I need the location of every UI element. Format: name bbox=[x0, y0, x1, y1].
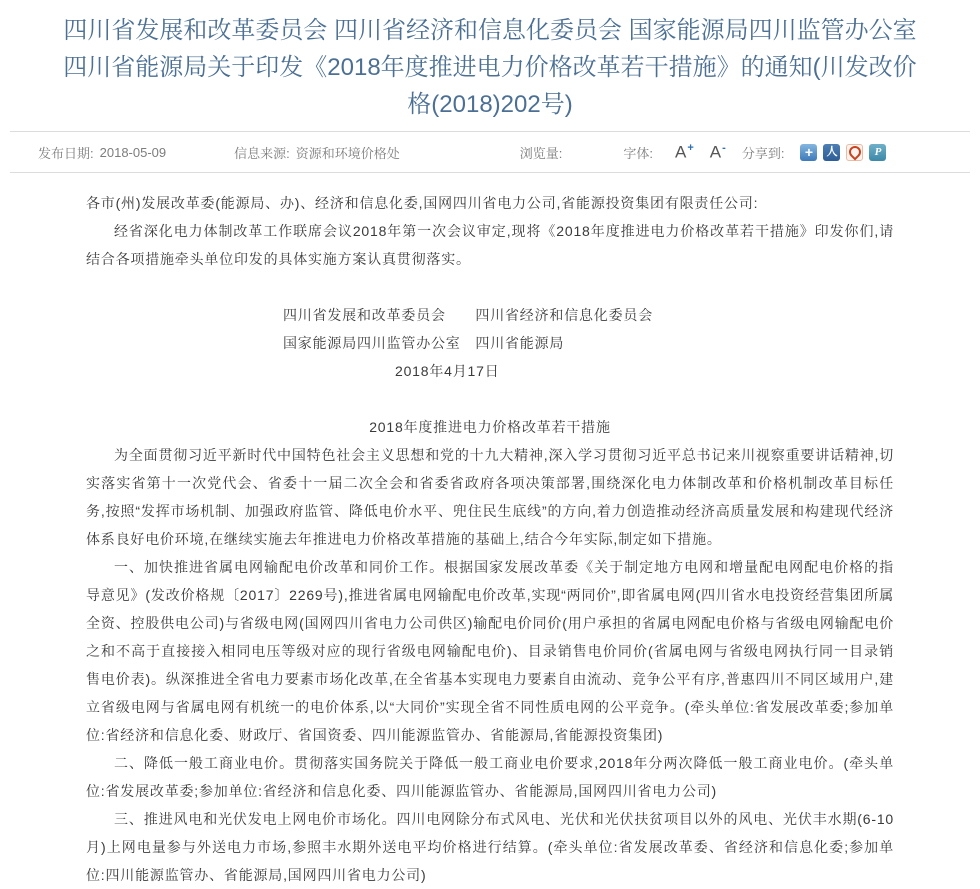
body-paragraph: 为全面贯彻习近平新时代中国特色社会主义思想和党的十九大精神,深入学习贯彻习近平总书记来川视察重要讲话精神,切实落实省第十一次党代会、省委十一届二次全会和省委省政府各项决策部署,围绕深化电力体制改革和价格机制改革目标任务,按照“发挥市场机制、加强政府监管、降低电价水平、兜住民生底线”的方向,着力创造推动经济高质量发展和构建现代经济体系良好电价环境,在继续实施去年推进电力价格改革措施的基础上,结合今年实际,制定如下措施。 bbox=[86, 447, 894, 547]
signature-line: 四川省发展和改革委员会 四川省经济和信息化委员会 bbox=[283, 307, 653, 323]
salutation: 各市(州)发展改革委(能源局、办)、经济和信息化委,国网四川省电力公司,省能源投资集团有限责任公司: bbox=[86, 195, 759, 211]
font-size-controls bbox=[623, 143, 725, 162]
info-source-value: 资源和环境价格处 bbox=[295, 145, 400, 161]
page-title: 四川省发展和改革委员会 四川省经济和信息化委员会 国家能源局四川监管办公室 四川省能源局关于印发《2018年度推进电力价格改革若干措施》的通知(川发改价格(2018)202号) bbox=[63, 17, 917, 118]
sina-weibo-icon[interactable] bbox=[846, 144, 863, 161]
document-body bbox=[86, 173, 894, 889]
info-source-label: 信息来源: bbox=[234, 145, 290, 161]
signature-line: 国家能源局四川监管办公室 四川省能源局 bbox=[283, 335, 565, 351]
info-source bbox=[234, 143, 400, 162]
share-label: 分享到: bbox=[741, 145, 785, 161]
font-size-label: 字体: bbox=[623, 145, 654, 161]
qzone-p-icon[interactable]: P bbox=[869, 144, 886, 161]
view-count-label: 浏览量: bbox=[519, 145, 563, 161]
share-bar bbox=[742, 143, 887, 162]
body-paragraph: 二、降低一般工商业电价。贯彻落实国务院关于降低一般工商业电价要求,2018年分两次降低一般工商业电价。(牵头单位:省发展改革委;参加单位:省经济和信息化委、四川能源监管办、省能源局,国网四川省电力公司) bbox=[86, 755, 894, 799]
attachment-title: 2018年度推进电力价格改革若干措施 bbox=[369, 419, 611, 435]
minus-icon: - bbox=[722, 142, 726, 155]
body-paragraph: 一、加快推进省属电网输配电价改革和同价工作。根据国家发展改革委《关于制定地方电网和增量配电网配电价格的指导意见》(发改价格规〔2017〕2269号),推进省属电网输配电价改革,实现“两同价”,即省属电网(四川省水电投资经营集团所属全资、控股供电公司)与省级电网(国网四川省电力公司供区)输配电价同价(用户承担的省属电网配电价格与省级电网输配电价之和不高于直接接入相同电压等级对应的现行省级电网输配电价)、目录销售电价同价(省属电网与省级电网执行同一目录销售电价表)。纵深推进全省电力要素市场化改革,在全省基本实现电力要素自由流动、竞争公平有序,普惠四川不同区域用户,建立省级电网与省属电网有机统一的电价体系,以“大同价”实现全省不同性质电网的公平竞争。(牵头单位:省发展改革委;参加单位:省经济和信息化委、财政厅、省国资委、四川能源监管办、省能源局,省能源投资集团) bbox=[86, 559, 894, 743]
body-paragraph: 三、推进风电和光伏发电上网电价市场化。四川电网除分布式风电、光伏和光伏扶贫项目以外的风电、光伏丰水期(6-10月)上网电量参与外送电力市场,参照丰水期外送电平均价格进行结算。(牵头单位:省发展改革委、省经济和信息化委;参加单位:四川能源监管办、省能源局,国网四川省电力公司) bbox=[86, 811, 894, 883]
plus-icon: + bbox=[687, 142, 694, 155]
signature-date: 2018年4月17日 bbox=[395, 363, 500, 379]
signature-block bbox=[86, 301, 894, 385]
share-more-icon[interactable]: + bbox=[800, 144, 817, 161]
share-icon-group bbox=[794, 144, 886, 161]
publish-date-value: 2018-05-09 bbox=[99, 144, 167, 160]
intro-paragraph: 经省深化电力体制改革工作联席会议2018年第一次会议审定,现将《2018年度推进电力价格改革若干措施》印发你们,请结合各项措施牵头单位印发的具体实施方案认真贯彻落实。 bbox=[86, 223, 894, 267]
renren-icon[interactable]: 人 bbox=[823, 144, 840, 161]
view-count bbox=[520, 143, 569, 162]
meta-bar bbox=[10, 131, 970, 173]
publish-date bbox=[38, 143, 166, 162]
publish-date-label: 发布日期: bbox=[38, 145, 94, 161]
weibo-eye-icon bbox=[846, 144, 863, 161]
font-decrease-button[interactable]: A- bbox=[709, 142, 726, 162]
font-increase-button[interactable]: A+ bbox=[675, 142, 694, 162]
